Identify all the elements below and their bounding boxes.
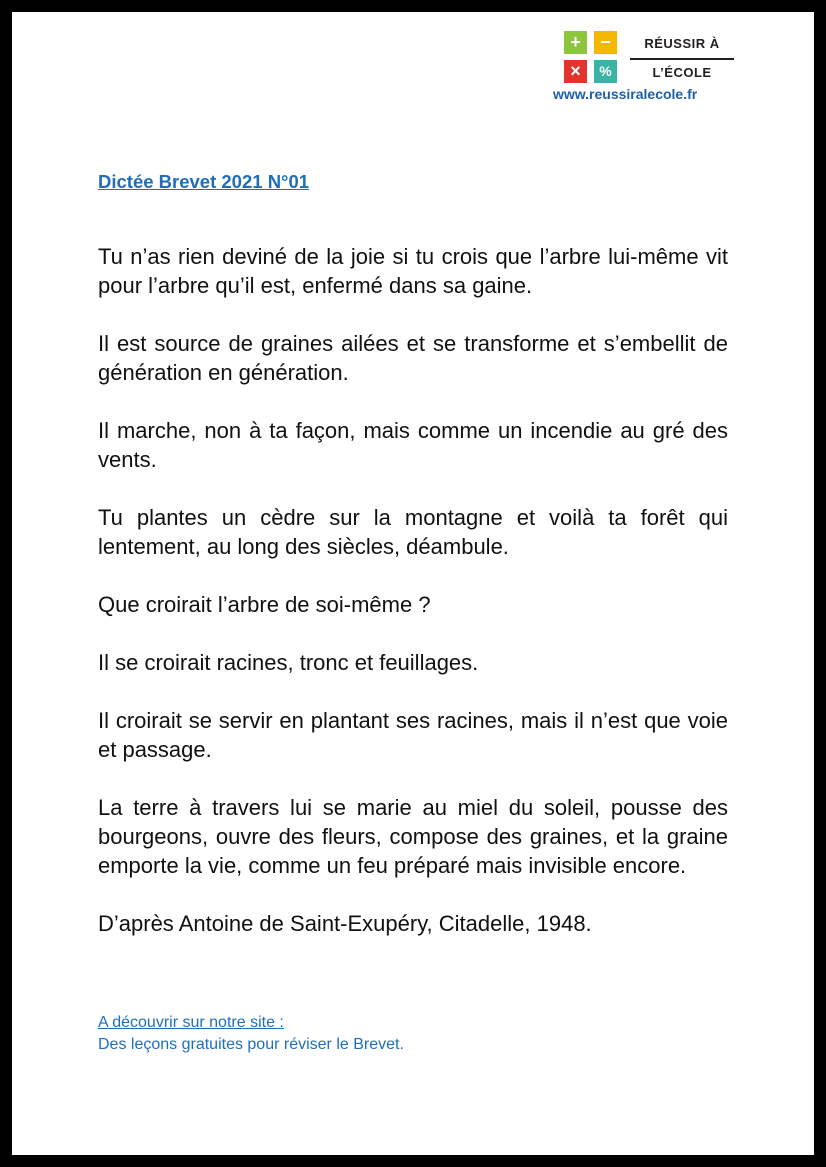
paragraph-2: Il est source de graines ailées et se transforme et s’embellit de génération en génération. — [98, 331, 728, 385]
plus-icon: + — [564, 31, 587, 54]
paragraph-4: Tu plantes un cèdre sur la montagne et voilà ta forêt qui lentement, au long des siècles, déambule. — [98, 505, 728, 559]
source-citation: D’après Antoine de Saint-Exupéry, Citadelle, 1948. — [98, 911, 592, 936]
divide-icon: % — [594, 60, 617, 83]
footer-text: Des leçons gratuites pour réviser le Brevet. — [98, 1036, 404, 1053]
logo-url[interactable]: www.reussiralecole.fr — [553, 86, 698, 102]
logo-divider — [630, 58, 734, 60]
paragraph-6: Il se croirait racines, tronc et feuillages. — [98, 650, 479, 675]
dictation-text — [98, 242, 728, 967]
logo-word-bottom: L’ÉCOLE — [652, 65, 712, 80]
logo-word-top: RÉUSSIR À — [644, 36, 720, 51]
document-page — [12, 12, 814, 1155]
site-logo[interactable] — [552, 31, 752, 121]
paragraph-1: Tu n’as rien deviné de la joie si tu crois que l’arbre lui-même vit pour l’arbre qu’il est, enfermé dans sa gaine. — [98, 244, 728, 298]
footer — [98, 1012, 404, 1056]
footer-link[interactable]: A découvrir sur notre site : — [98, 1014, 284, 1031]
times-icon: × — [564, 60, 587, 83]
minus-icon: − — [594, 31, 617, 54]
paragraph-3: Il marche, non à ta façon, mais comme un incendie au gré des vents. — [98, 418, 728, 472]
paragraph-7: Il croirait se servir en plantant ses racines, mais il n’est que voie et passage. — [98, 708, 728, 762]
page-title[interactable]: Dictée Brevet 2021 N°01 — [98, 171, 310, 192]
paragraph-5: Que croirait l’arbre de soi-même ? — [98, 592, 431, 617]
paragraph-8: La terre à travers lui se marie au miel du soleil, pousse des bourgeons, ouvre des fleurs, compose des graines, et la graine emporte la vie, comme un feu préparé mais invisible encore. — [98, 795, 728, 878]
